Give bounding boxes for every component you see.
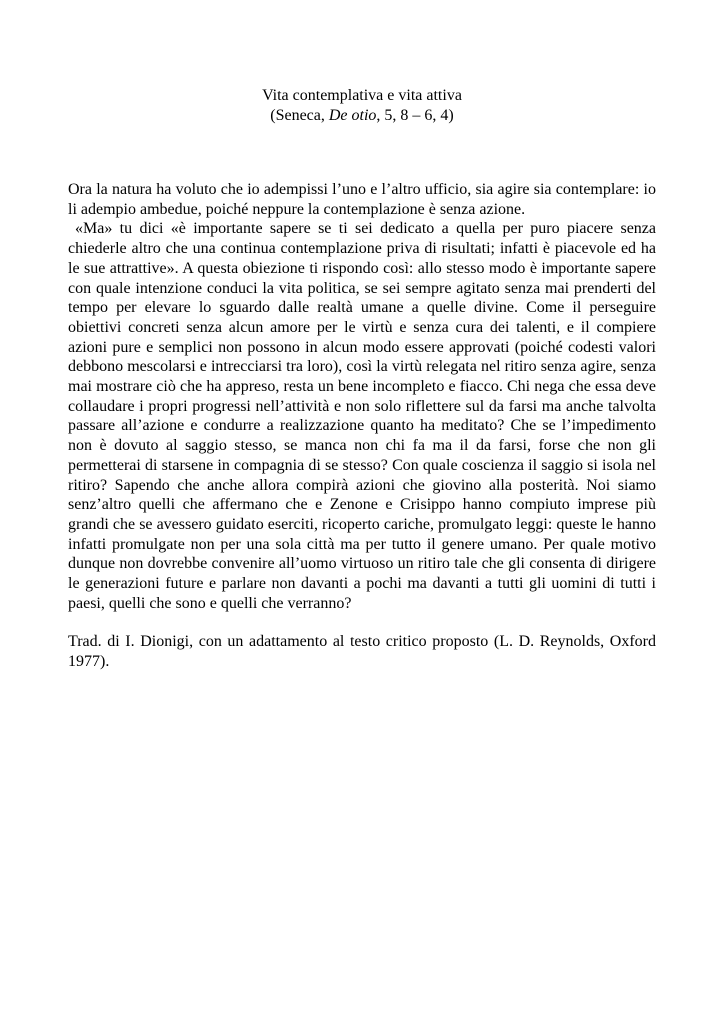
translation-credit: Trad. di I. Dionigi, con un adattamento al testo critico proposto (L. D. Reynolds, Oxford 1977). [68,633,656,671]
document-body [68,180,656,672]
source-citation [0,106,724,126]
document-title: Vita contemplativa e vita attiva [262,87,462,104]
title-block [0,86,724,126]
source-open: (Seneca, [270,107,329,124]
source-rest: , 5, 8 – 6, 4) [376,107,454,124]
body-paragraph-1: Ora la natura ha voluto che io adempissi l’uno e l’altro ufficio, sia agire sia contemplare: io li adempio ambedue, poiché neppure la contemplazione è senza azione. [68,181,656,218]
body-paragraph-2: «Ma» tu dici «è importante sapere se ti sei dedicato a quella per puro piacere senza chiederle altro che una continua contemplazione priva di risultati; infatti è piacevole ed ha le sue attrattive». A questa obiezione ti rispondo così: allo stesso modo è importante sapere con quale intenzione conduci la vita politica, se sei sempre agitato senza mai prenderti del tempo per elevare lo sguardo dalle realtà umane a quelle divine. Come il perseguire obiettivi concreti senza alcun amore per le virtù e senza cura dei talenti, e il compiere azioni pure e semplici non possono in alcun modo essere approvati (poiché codesti valori debbono mescolarsi e intrecciarsi tra loro), così la virtù relegata nel ritiro senza agire, senza mai mostrare ciò che ha appreso, resta un bene incompleto e fiacco. Chi nega che essa deve collaudare i propri progressi nell’attività e non solo riflettere sul da farsi ma anche talvolta passare all’azione e condurre a realizzazione quanto ha meditato? Che se l’impedimento non è dovuto al saggio stesso, se manca non chi fa ma il da farsi, forse che non gli permetterai di starsene in compagnia di se stesso? Con quale coscienza il saggio si isola nel ritiro? Sapendo che anche allora compirà azioni che giovino alla posterità. Noi siamo senz’altro quelli che affermano che e Zenone e Crisippo hanno compiuto imprese più grandi che se avessero guidato eserciti, ricoperto cariche, promulgato leggi: queste le hanno infatti promulgate non per una sola città ma per tutto il genere umano. Per quale motivo dunque non dovrebbe convenire all’uomo virtuoso un ritiro tale che gli consenta di dirigere le generazioni future e parlare non davanti a pochi ma davanti a tutti gli uomini di tutti i paesi, quelli che sono e quelli che verranno? [68,220,656,612]
source-work: De otio [328,107,377,124]
